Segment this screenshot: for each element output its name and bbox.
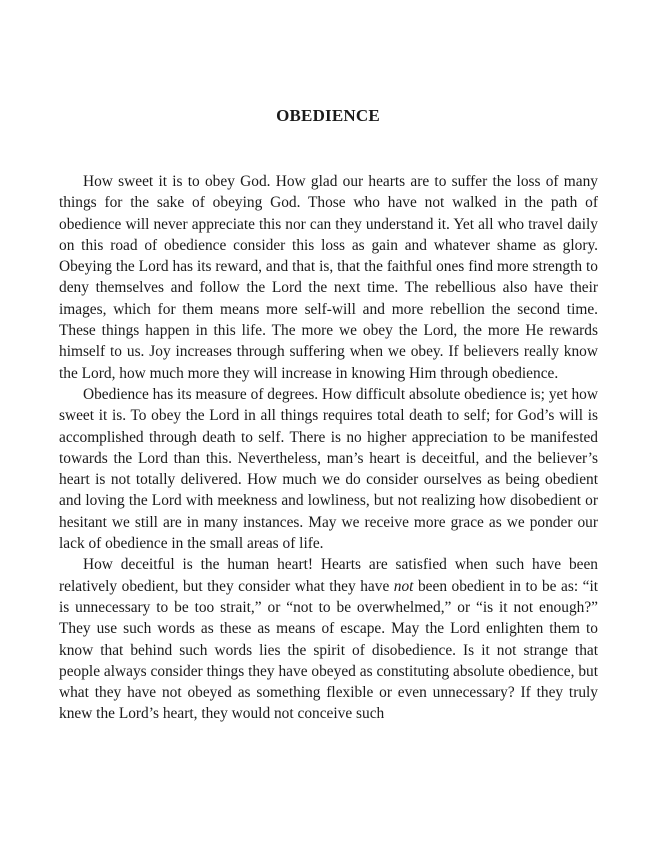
paragraph-1-text: How sweet it is to obey God. How glad our hearts are to suffer the loss of many things for the sake of obeying God. Those who have not walked in the path of obedience will never appreciate this nor can they understand it. Yet all who travel daily on this road of obedience consider this loss as gain and whatever shame as glory. Obeying the Lord has its reward, and that is, that the faithful ones find more strength to deny themselves and follow the Lord the next time. The rebellious also have their images, which for them means more self-will and more rebellion the second time. These things happen in this life. The more we obey the Lord, the more He rewards himself to us. Joy increases through suffering when we obey. If believers really know the Lord, how much more they will increase in knowing Him through obedience. (59, 173, 598, 382)
paragraph-1 (59, 171, 598, 384)
page-title: OBEDIENCE (276, 106, 380, 125)
paragraph-3-emphasis: not (393, 577, 414, 595)
paragraph-3-text-start: How deceitful is the human heart! Hearts are satisfied when such have been relatively obedient, but they consider what they have (59, 556, 598, 595)
paragraph-3 (59, 554, 598, 724)
paragraph-3-text-end: been obedient in to be as: “it is unnecessary to be too strait,” or “not to be overwhelmed,” or “is it not enough?” They use such words as these as means of escape. May the Lord enlighten them to know that behind such words lies the spirit of disobedience. Is it not strange that people always consider things they have obeyed as constituting absolute obedience, but what they have not obeyed as something flexible or even unnecessary? If they truly knew the Lord’s heart, they would not conceive such (59, 577, 598, 723)
body-text (59, 171, 598, 725)
paragraph-2 (59, 384, 598, 554)
paragraph-2-text: Obedience has its measure of degrees. How difficult absolute obedience is; yet how sweet it is. To obey the Lord in all things requires total death to self; for God’s will is accomplished through death to self. There is no higher appreciation to be manifested towards the Lord than this. Nevertheless, man’s heart is deceitful, and the believer’s heart is not totally delivered. How much we do consider ourselves as being obedient and loving the Lord with meekness and lowliness, but not realizing how disobedient or hesitant we still are in many instances. May we receive more grace as we ponder our lack of obedience in the small areas of life. (59, 385, 598, 553)
